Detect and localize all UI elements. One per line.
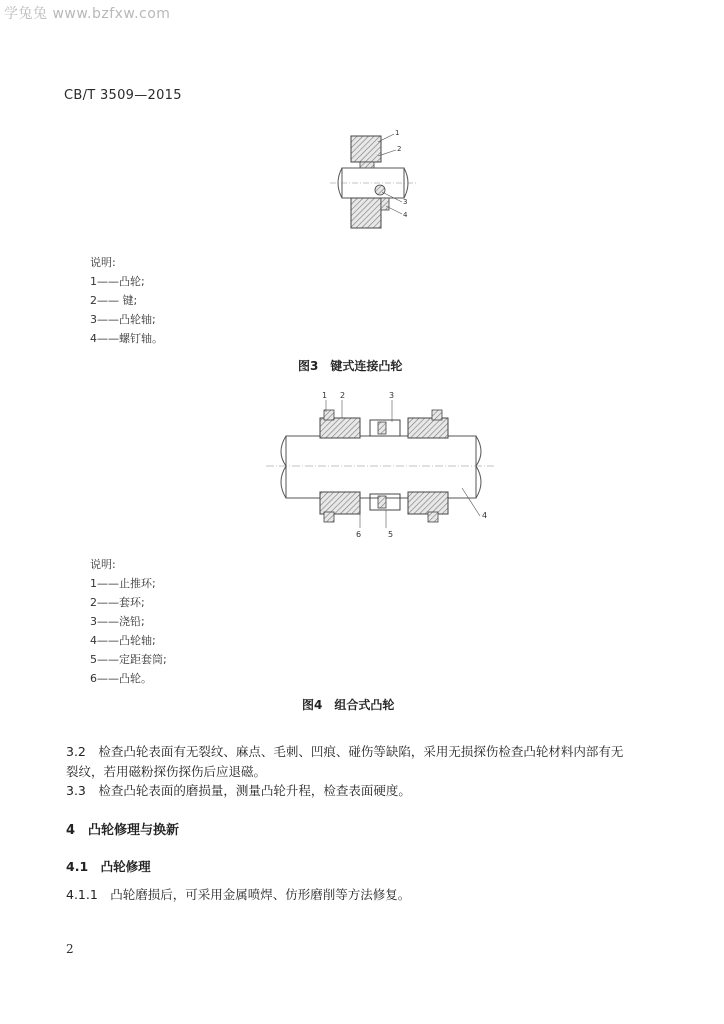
figure-4-caption: 图4 组合式凸轮 [302, 698, 395, 712]
fig4-legend-item: 1——止推环; [90, 577, 156, 590]
fig4-callout-2: 2 [340, 391, 346, 400]
cam-upper-part [351, 136, 381, 168]
fig4-legend-item: 2——套环; [90, 596, 145, 609]
paragraph-3-2-line-2: 裂纹，若用磁粉探伤探伤后应退磁。 [66, 764, 267, 779]
section-4-1-heading: 4.1 凸轮修理 [66, 859, 151, 874]
fig4-legend-item: 5——定距套筒; [90, 653, 167, 666]
fig4-callout-4: 4 [482, 511, 488, 520]
fig4-legend-title: 说明: [90, 558, 116, 571]
paragraph-3-2-line-1: 3.2 检查凸轮表面有无裂纹、麻点、毛刺、凹痕、碰伤等缺陷，采用无损探伤检查凸轮材料内部有无 [66, 744, 624, 759]
upper-components [320, 410, 448, 438]
fig4-callout-5: 5 [388, 530, 394, 539]
fig3-legend-item: 3——凸轮轴; [90, 313, 156, 326]
fig3-callout-1: 1 [395, 129, 400, 137]
fig3-callout-2: 2 [397, 145, 402, 153]
watermark: 学兔兔 www.bzfxw.com [4, 6, 171, 22]
paragraph-3-3: 3.3 检查凸轮表面的磨损量，测量凸轮升程，检查表面硬度。 [66, 783, 411, 798]
document-code: CB/T 3509—2015 [64, 88, 182, 103]
paragraph-4-1-1: 4.1.1 凸轮磨损后，可采用金属喷焊、仿形磨削等方法修复。 [66, 887, 411, 902]
fig3-callout-4: 4 [403, 211, 408, 219]
figure-3-drawing [320, 122, 430, 234]
fig4-legend-item: 6——凸轮。 [90, 672, 152, 685]
fig3-legend-item: 4——螺钉轴。 [90, 332, 163, 345]
fig4-legend-item: 4——凸轮轴; [90, 634, 156, 647]
figure-3-caption: 图3 键式连接凸轮 [298, 359, 403, 373]
page-number: 2 [66, 942, 74, 956]
fig4-callout-6: 6 [356, 530, 362, 539]
lower-components [320, 492, 448, 522]
figure-4-drawing [262, 388, 498, 540]
fig3-legend-title: 说明: [90, 256, 116, 269]
cam-lower-part [351, 198, 389, 228]
shaft-body [330, 168, 416, 198]
fig4-callout-3: 3 [389, 391, 395, 400]
section-4-heading: 4 凸轮修理与换新 [66, 823, 180, 838]
fig4-callout-1: 1 [322, 391, 328, 400]
fig3-callout-3: 3 [403, 198, 408, 206]
fig3-legend-item: 2—— 键; [90, 294, 138, 307]
fig4-legend-item: 3——浇铅; [90, 615, 145, 628]
fig3-legend-item: 1——凸轮; [90, 275, 145, 288]
camshaft [281, 436, 481, 498]
